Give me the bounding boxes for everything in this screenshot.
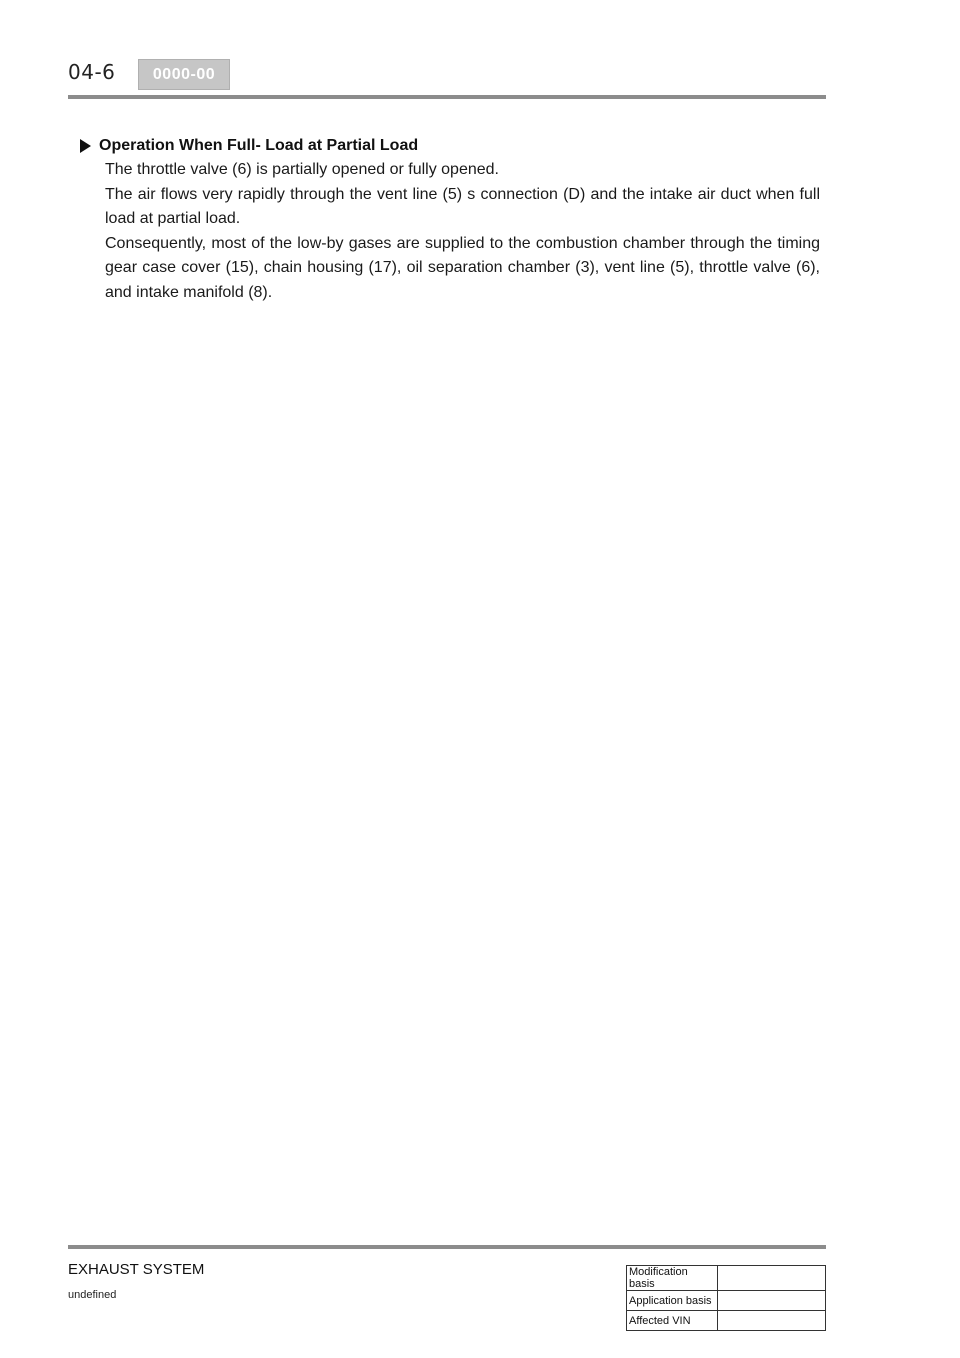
revision-info-table — [626, 1265, 826, 1331]
content-section — [80, 134, 820, 305]
table-value — [718, 1266, 826, 1291]
page-number: 04-6 — [68, 60, 116, 84]
triangle-bullet-icon — [80, 139, 91, 153]
footer-divider — [68, 1245, 826, 1249]
section-heading — [80, 134, 820, 158]
footer-subtitle: undefined — [68, 1289, 117, 1301]
table-row — [627, 1311, 826, 1331]
header-divider — [68, 95, 826, 99]
table-value — [718, 1291, 826, 1311]
body-paragraph: Consequently, most of the low-by gases are supplied to the combustion chamber through the timing gear case cover (15), chain housing (17), oil separation chamber (3), vent line (5), throttle valve (6), and intake manifold (8). — [105, 234, 820, 301]
table-value — [718, 1311, 826, 1331]
body-paragraph: The air flows very rapidly through the vent line (5) s connection (D) and the intake air duct when full load at partial load. — [105, 185, 820, 227]
table-row — [627, 1291, 826, 1311]
footer-title: EXHAUST SYSTEM — [68, 1261, 205, 1278]
table-row — [627, 1266, 826, 1291]
body-paragraph: The throttle valve (6) is partially opened or fully opened. — [105, 161, 499, 178]
section-heading-text: Operation When Full- Load at Partial Load — [99, 137, 419, 154]
section-code-badge: 0000-00 — [138, 59, 230, 90]
table-label: Modification basis — [627, 1266, 718, 1291]
table-label: Application basis — [627, 1291, 718, 1311]
table-label: Affected VIN — [627, 1311, 718, 1331]
